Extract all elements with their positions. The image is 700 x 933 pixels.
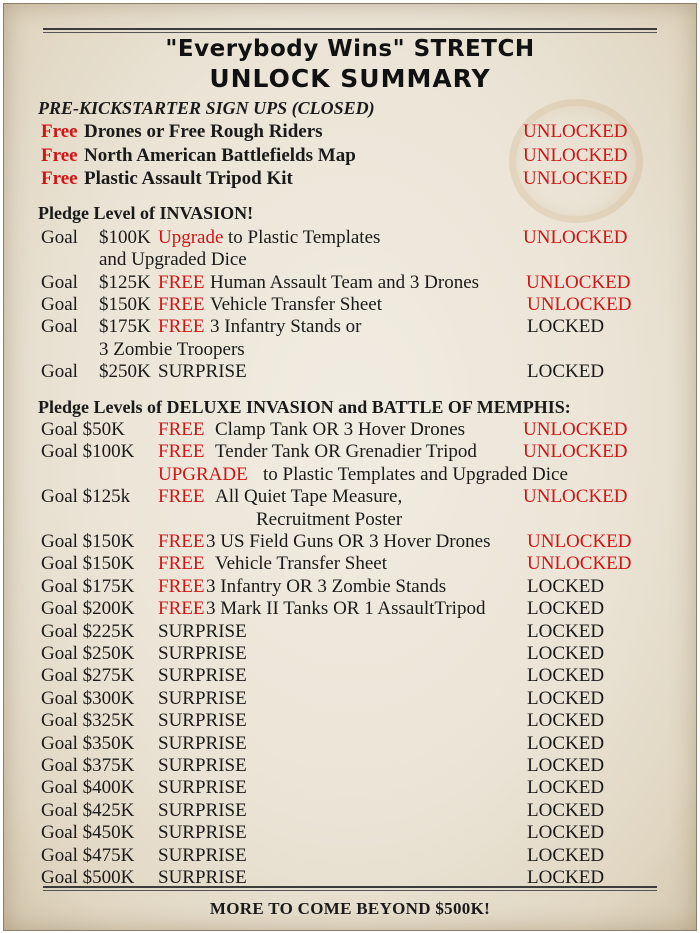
goal-label: Goal [41,227,78,248]
pre-item [0,121,700,143]
deluxe-goal-extra [0,464,700,486]
status-label: UNLOCKED [523,419,628,440]
goal-label: Goal [41,272,78,293]
item-text: SURPRISE [158,867,247,888]
item-text: Tender Tank OR Grenadier Tripod [215,441,477,463]
tag-label: FREE [158,486,205,508]
item-text: SURPRISE [158,361,247,382]
status-label: UNLOCKED [523,441,628,463]
item-text: 3 Infantry OR 3 Zombie Stands [206,575,447,597]
goal-label: Goal $500K [41,867,135,888]
status-label: LOCKED [527,665,605,687]
free-tag: Free [41,168,78,189]
item-text: 3 Mark II Tanks OR 1 AssaultTripod [206,598,486,620]
item-text: North American Battlefields Map [84,145,356,166]
status-label: UNLOCKED [527,531,632,552]
invasion-goal-continuation [0,249,700,271]
goal-label: Goal $225K [41,620,135,642]
status-label: LOCKED [527,575,605,597]
goal-label: Goal $475K [41,844,135,866]
deluxe-goal-row [0,688,700,710]
title-line-1: "Everybody Wins" STRETCH [165,36,535,62]
deluxe-goal-row [0,553,700,575]
status-label: LOCKED [527,620,605,642]
deluxe-goal-continuation [0,509,700,531]
top-rule [43,28,657,30]
item-text: SURPRISE [158,643,247,664]
item-text: SURPRISE [158,665,247,687]
invasion-goal-row [0,294,700,316]
item-text: Vehicle Transfer Sheet [210,294,383,315]
item-text: SURPRISE [158,710,247,732]
deluxe-goal-row [0,867,700,889]
item-text-continued: 3 Zombie Troopers [99,339,245,360]
item-text: SURPRISE [158,799,247,821]
status-label: UNLOCKED [523,145,628,166]
goal-label: Goal $275K [41,665,135,687]
item-text: 3 Infantry Stands or [210,316,362,337]
item-text: SURPRISE [158,755,247,776]
item-text: SURPRISE [158,822,247,844]
status-label: LOCKED [527,777,605,799]
tag-label: FREE [158,441,205,463]
tag-label: FREE [158,294,205,315]
section-heading-invasion: Pledge Level of INVASION! [38,203,254,223]
goal-amount: $250K [99,361,151,382]
tag-label: FREE [158,531,205,552]
free-tag: Free [41,121,78,142]
deluxe-goal-row [0,755,700,777]
status-label: LOCKED [527,822,605,844]
deluxe-goal-row [0,441,700,463]
deluxe-goal-row [0,486,700,508]
title-line-2: UNLOCK SUMMARY [209,64,491,93]
status-label: UNLOCKED [523,486,628,508]
status-label: UNLOCKED [523,227,628,248]
item-text: SURPRISE [158,687,247,709]
status-label: LOCKED [527,732,605,754]
deluxe-goal-row [0,733,700,755]
goal-label: Goal $150K [41,531,135,552]
goal-label: Goal $400K [41,777,135,799]
item-text: to Plastic Templates and Upgraded Dice [263,463,568,485]
status-label: UNLOCKED [523,121,628,142]
item-text: Drones or Free Rough Riders [84,121,323,142]
goal-label: Goal $425K [41,799,135,821]
goal-label: Goal $350K [41,732,135,754]
pre-item [0,168,700,190]
goal-label: Goal $50K [41,419,125,440]
tag-label: UPGRADE [158,463,248,485]
status-label: LOCKED [527,799,605,821]
status-label: UNLOCKED [523,168,628,189]
deluxe-goal-row [0,576,700,598]
item-text: Plastic Assault Tripod Kit [84,168,293,189]
section-heading-pre: PRE-KICKSTARTER SIGN UPS (CLOSED) [38,98,375,118]
item-text: SURPRISE [158,620,247,642]
goal-label: Goal $300K [41,687,135,709]
tag-label: FREE [158,419,205,440]
goal-amount: $125K [99,272,151,293]
item-text: Human Assault Team and 3 Drones [210,272,480,293]
goal-label: Goal $150K [41,553,135,575]
status-label: LOCKED [527,687,605,709]
deluxe-goal-row [0,598,700,620]
tag-label: FREE [158,553,205,575]
goal-label: Goal [41,294,78,315]
goal-label: Goal [41,316,78,337]
goal-label: Goal [41,361,78,382]
goal-label: Goal $250K [41,643,135,664]
item-text: Clamp Tank OR 3 Hover Drones [215,419,466,440]
goal-label: Goal $175K [41,575,135,597]
goal-label: Goal $375K [41,755,135,776]
invasion-goal-row [0,361,700,383]
goal-label: Goal $125k [41,486,131,508]
status-label: LOCKED [527,316,605,337]
status-label: UNLOCKED [527,553,632,575]
item-text: SURPRISE [158,844,247,866]
item-text: Vehicle Transfer Sheet [215,553,388,575]
deluxe-goal-row [0,643,700,665]
bottom-rule-thin [43,890,657,891]
item-text: SURPRISE [158,732,247,754]
item-text: to Plastic Templates [228,227,381,248]
status-label: LOCKED [527,710,605,732]
status-label: UNLOCKED [527,294,632,315]
item-text-continued: and Upgraded Dice [99,249,247,270]
deluxe-goal-row [0,800,700,822]
invasion-goal-row [0,316,700,338]
status-label: LOCKED [527,598,605,620]
status-label: LOCKED [527,867,605,888]
item-text: 3 US Field Guns OR 3 Hover Drones [206,531,491,552]
invasion-goal-row [0,272,700,294]
invasion-goal-continuation [0,339,700,361]
goal-amount: $150K [99,294,151,315]
tag-label: FREE [158,316,205,337]
invasion-goal-row [0,227,700,249]
tag-label: Upgrade [158,227,224,248]
item-text: SURPRISE [158,777,247,799]
item-text-continued: Recruitment Poster [256,508,403,530]
status-label: LOCKED [527,361,605,382]
tag-label: FREE [158,272,205,293]
status-label: LOCKED [527,844,605,866]
deluxe-goal-row [0,665,700,687]
goal-label: Goal $450K [41,822,135,844]
goal-amount: $100K [99,227,151,248]
tag-label: FREE [158,575,205,597]
goal-label: Goal $325K [41,710,135,732]
status-label: UNLOCKED [526,272,631,293]
top-rule-thin [43,32,657,33]
deluxe-goal-row [0,531,700,553]
deluxe-goal-row [0,419,700,441]
free-tag: Free [41,145,78,166]
deluxe-goal-row [0,845,700,867]
status-label: LOCKED [527,643,605,664]
goal-amount: $175K [99,316,151,337]
deluxe-goal-row [0,621,700,643]
status-label: LOCKED [527,755,605,776]
goal-label: Goal $100K [41,441,135,463]
goal-label: Goal $200K [41,598,135,620]
deluxe-goal-row [0,822,700,844]
footer-note: MORE TO COME BEYOND $500K! [209,899,491,918]
pre-item [0,145,700,167]
tag-label: FREE [158,598,205,620]
deluxe-goal-row [0,710,700,732]
section-heading-deluxe: Pledge Levels of DELUXE INVASION and BATTLE OF MEMPHIS: [38,397,571,417]
item-text: All Quiet Tape Measure, [215,486,403,508]
deluxe-goal-row [0,777,700,799]
